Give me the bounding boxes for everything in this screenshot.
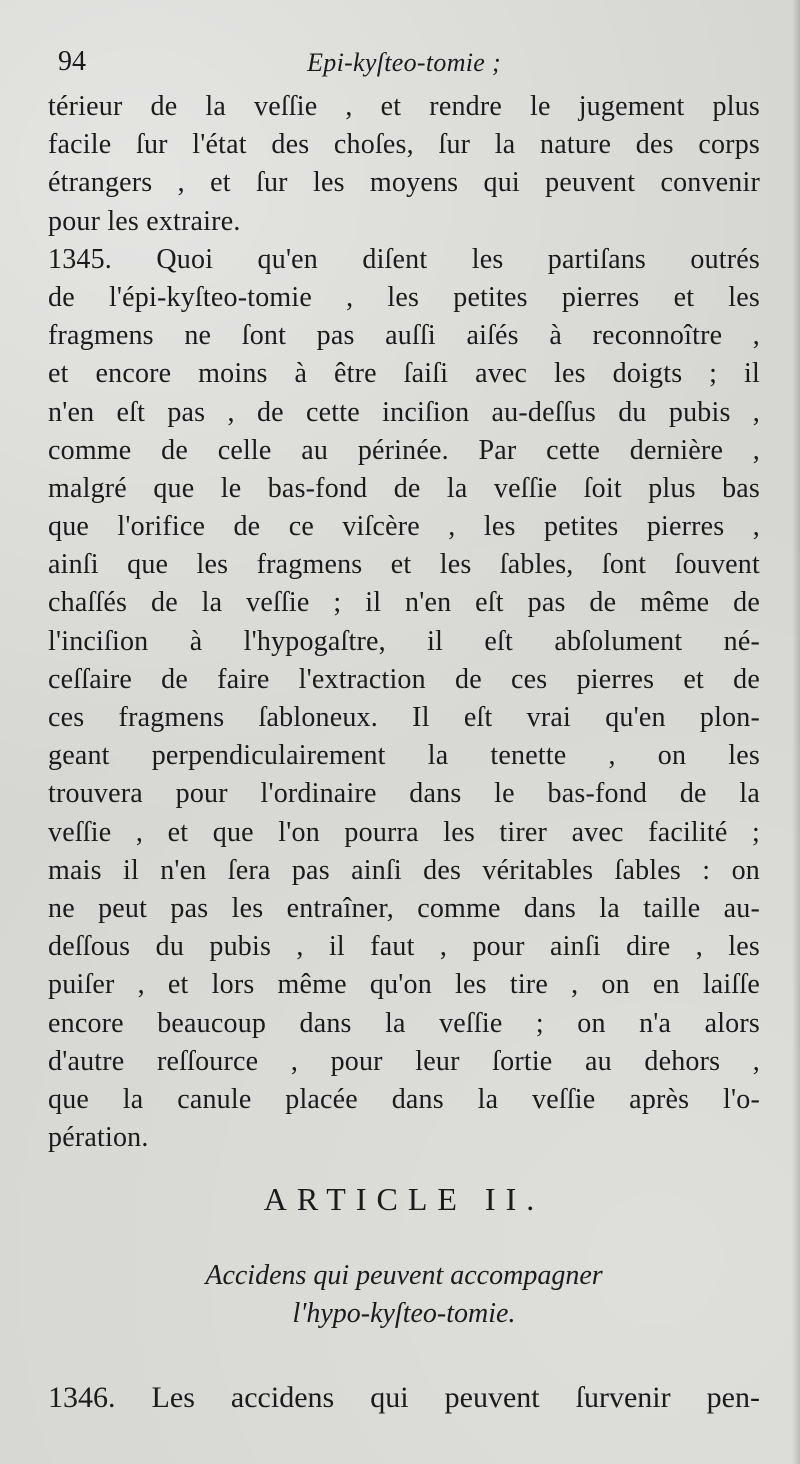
- text-line: fragmens ne ſont pas auſſi aiſés à reconnoître ,: [48, 320, 760, 352]
- text-line: étrangers , et ſur les moyens qui peuvent convenir: [48, 167, 760, 199]
- text-line: 1345. Quoi qu'en diſent les partiſans outrés: [48, 243, 760, 275]
- article-subtitle: [48, 1257, 760, 1333]
- article-subtitle-line: Accidens qui peuvent accompagner: [205, 1260, 603, 1292]
- text-line: ne peut pas les entraîner, comme dans la taille au-: [48, 892, 760, 924]
- text-line: mais il n'en ſera pas ainſi des véritables ſables : on: [48, 854, 760, 886]
- text-line: n'en eſt pas , de cette inciſion au-deſſus du pubis ,: [48, 396, 760, 428]
- text-line: ceſſaire de faire l'extraction de ces pierres et de: [48, 663, 760, 695]
- text-line: pération.: [48, 1122, 149, 1154]
- article-subtitle-line: l'hypo-kyſteo-tomie.: [292, 1298, 516, 1330]
- paragraph-1345: [48, 241, 760, 1158]
- text-line: malgré que le bas-fond de la veſſie ſoit plus bas: [48, 472, 760, 504]
- article-heading: ARTICLE II.: [263, 1181, 545, 1218]
- text-line: facile ſur l'état des choſes, ſur la nature des corps: [48, 129, 760, 161]
- text-line: deſſous du pubis , il faut , pour ainſi dire , les: [48, 931, 760, 963]
- page-header: [48, 38, 760, 82]
- page-edge-shadow: [792, 0, 800, 1464]
- page-number: 94: [58, 46, 86, 77]
- text-line: trouvera pour l'ordinaire dans le bas-fond de la: [48, 778, 760, 810]
- text-line: de l'épi-kyſteo-tomie , les petites pierres et les: [48, 281, 760, 313]
- text-line: l'inciſion à l'hypogaſtre, il eſt abſolument né-: [48, 625, 760, 657]
- text-line: pour les extraire.: [48, 205, 241, 237]
- text-line: que la canule placée dans la veſſie après l'o-: [48, 1083, 760, 1115]
- text-line: térieur de la veſſie , et rendre le jugement plus: [48, 91, 760, 122]
- text-line: comme de celle au périnée. Par cette dernière ,: [48, 434, 760, 466]
- running-head: Epi-kyſteo-tomie ;: [307, 48, 501, 77]
- text-line: d'autre reſſource , pour leur ſortie au dehors ,: [48, 1045, 760, 1077]
- text-line: ces fragmens ſabloneux. Il eſt vrai qu'en plon-: [48, 702, 760, 733]
- text-line: puiſer , et lors même qu'on les tire , on en laiſſe: [48, 969, 760, 1001]
- paragraph-continuation: [48, 88, 760, 241]
- text-line: encore beaucoup dans la veſſie ; on n'a alors: [48, 1007, 760, 1039]
- paragraph-1346-first-line: 1346. Les accidens qui peuvent ſurvenir pen-: [48, 1381, 760, 1415]
- text-line: veſſie , et que l'on pourra les tirer avec facilité ;: [48, 816, 760, 848]
- text-line: geant perpendiculairement la tenette , on les: [48, 740, 760, 772]
- text-line: que l'orifice de ce viſcère , les petites pierres ,: [48, 511, 760, 543]
- text-line: et encore moins à être ſaiſi avec les doigts ; il: [48, 358, 760, 390]
- text-line: chaſſés de la veſſie ; il n'en eſt pas de même de: [48, 587, 760, 619]
- text-line: ainſi que les fragmens et les ſables, ſont ſouvent: [48, 549, 760, 581]
